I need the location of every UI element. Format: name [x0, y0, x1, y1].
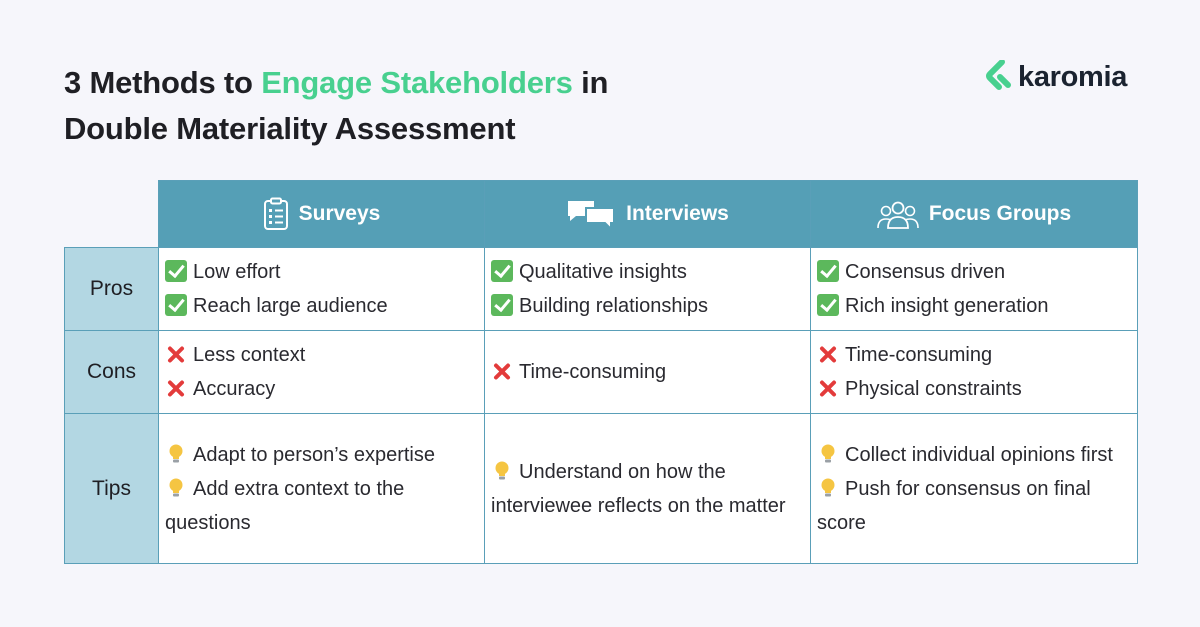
leaf-icon	[986, 60, 1012, 94]
list-item: Understand on how the interviewee reflects on the matter	[491, 460, 786, 517]
lightbulb-icon	[165, 477, 187, 499]
list-item: Adapt to person’s expertise	[165, 438, 479, 472]
list-item: Push for consensus on final score	[817, 477, 1091, 534]
cross-icon	[491, 360, 513, 382]
tips-interviews-cell	[485, 414, 811, 564]
column-header-focus-groups	[811, 181, 1138, 248]
lightbulb-icon	[817, 477, 839, 499]
cons-interviews-cell	[485, 331, 811, 414]
list-item: Time-consuming	[817, 338, 1132, 372]
methods-table	[64, 180, 1138, 564]
cross-icon	[817, 343, 839, 365]
check-icon	[491, 294, 513, 316]
chat-bubbles-icon	[566, 198, 616, 230]
tips-surveys-cell	[159, 414, 485, 564]
check-icon	[817, 260, 839, 282]
lightbulb-icon	[491, 460, 513, 482]
list-item: Physical constraints	[817, 372, 1132, 406]
list-item: Building relationships	[491, 289, 805, 323]
column-label: Interviews	[626, 202, 729, 225]
list-item: Accuracy	[165, 372, 479, 406]
list-item: Time-consuming	[491, 355, 805, 389]
list-item: Consensus driven	[817, 255, 1132, 289]
corner-blank	[65, 181, 159, 248]
column-label: Surveys	[298, 202, 381, 225]
clipboard-icon	[263, 197, 289, 231]
pros-focus-groups-cell	[811, 248, 1138, 331]
lightbulb-icon	[817, 443, 839, 465]
cons-focus-groups-cell	[811, 331, 1138, 414]
column-header-interviews	[485, 181, 811, 248]
column-header-surveys	[159, 181, 485, 248]
brand-logo	[986, 60, 1127, 94]
check-icon	[165, 294, 187, 316]
pros-interviews-cell	[485, 248, 811, 331]
cross-icon	[817, 377, 839, 399]
check-icon	[491, 260, 513, 282]
list-item: Less context	[165, 338, 479, 372]
title-line-2: Double Materiality Assessment	[64, 111, 516, 146]
brand-name: karomia	[1018, 60, 1128, 93]
row-pros	[65, 248, 1138, 331]
tips-focus-groups-cell	[811, 414, 1138, 564]
title-line-1: 3 Methods to Engage Stakeholders in	[64, 65, 609, 100]
list-item: Low effort	[165, 255, 479, 289]
row-label-cons: Cons	[65, 331, 159, 414]
cross-icon	[165, 343, 187, 365]
list-item: Rich insight generation	[817, 289, 1132, 323]
check-icon	[817, 294, 839, 316]
list-item: Add extra context to the questions	[165, 477, 405, 534]
pros-surveys-cell	[159, 248, 485, 331]
cons-surveys-cell	[159, 331, 485, 414]
page-title	[64, 60, 608, 152]
list-item: Reach large audience	[165, 289, 479, 323]
row-label-pros: Pros	[65, 248, 159, 331]
row-tips	[65, 414, 1138, 564]
list-item: Collect individual opinions first	[817, 438, 1132, 472]
lightbulb-icon	[165, 443, 187, 465]
cross-icon	[165, 377, 187, 399]
check-icon	[165, 260, 187, 282]
people-group-icon	[877, 198, 919, 230]
list-item: Qualitative insights	[491, 255, 805, 289]
title-accent: Engage Stakeholders	[261, 65, 573, 100]
row-cons	[65, 331, 1138, 414]
column-label: Focus Groups	[928, 202, 1072, 225]
row-label-tips: Tips	[65, 414, 159, 564]
